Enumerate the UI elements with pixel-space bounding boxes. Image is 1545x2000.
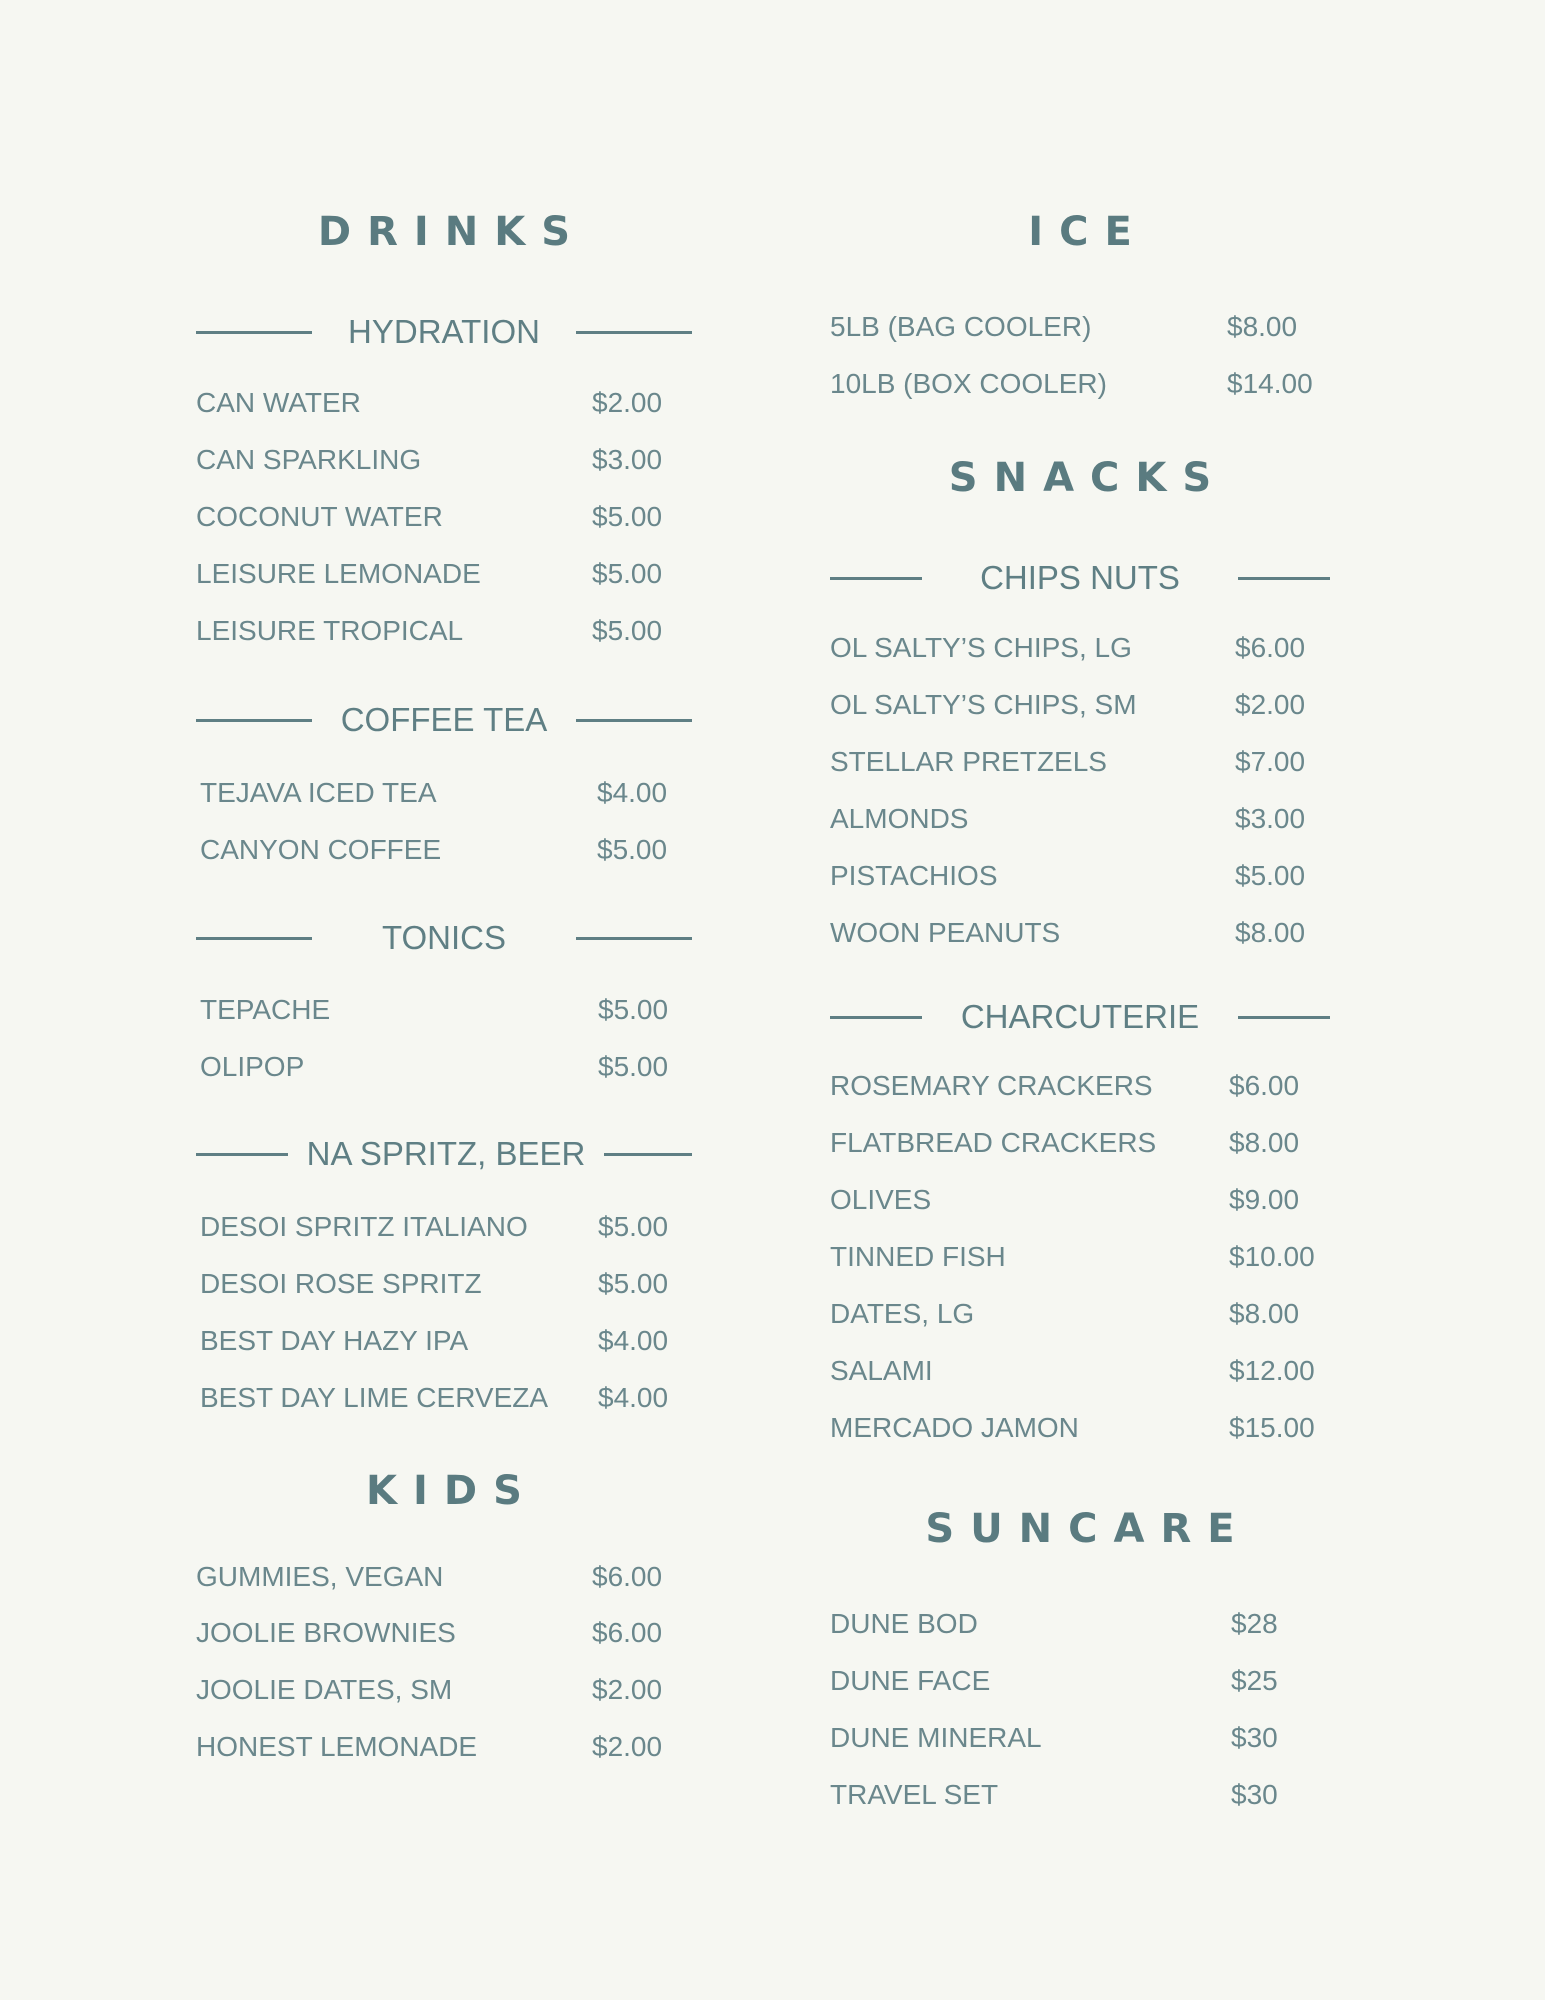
item-price: $4.00 — [597, 777, 668, 808]
item-name: LEISURE LEMONADE — [196, 558, 481, 589]
item-name: DESOI ROSE SPRITZ — [200, 1268, 482, 1299]
item-price: $2.00 — [592, 1731, 663, 1762]
item-name: HONEST LEMONADE — [196, 1731, 478, 1762]
item-price: $2.00 — [1235, 689, 1306, 720]
item-name: 10LB (BOX COOLER) — [830, 368, 1107, 399]
menu-item — [196, 1727, 692, 1767]
item-name: TINNED FISH — [830, 1241, 1006, 1272]
divider-line — [576, 331, 692, 334]
item-price: $5.00 — [598, 994, 669, 1025]
menu-item — [830, 1408, 1330, 1448]
menu-item — [830, 1775, 1330, 1815]
item-price: $5.00 — [598, 1268, 669, 1299]
item-name: STELLAR PRETZELS — [830, 746, 1107, 777]
menu-item — [830, 628, 1330, 668]
menu-item — [830, 799, 1330, 839]
item-name: JOOLIE DATES, SM — [196, 1674, 453, 1705]
item-price: $15.00 — [1229, 1412, 1315, 1443]
subhead-label: COFFEE TEA — [340, 701, 548, 738]
menu-item — [200, 1264, 696, 1304]
menu-item — [200, 1321, 696, 1361]
subhead-label: HYDRATION — [348, 313, 540, 350]
item-price: $5.00 — [597, 834, 668, 865]
item-price: $25 — [1231, 1665, 1278, 1696]
item-price: $6.00 — [1229, 1070, 1300, 1101]
subhead-label: TONICS — [381, 919, 507, 956]
menu-item — [200, 990, 696, 1030]
item-name: ROSEMARY CRACKERS — [830, 1070, 1153, 1101]
menu-item — [830, 1604, 1330, 1644]
item-name: TEJAVA ICED TEA — [200, 777, 437, 808]
menu-item — [830, 1351, 1330, 1391]
item-name: 5LB (BAG COOLER) — [830, 311, 1092, 342]
menu-item — [200, 830, 696, 870]
item-price: $2.00 — [592, 387, 663, 418]
item-price: $30 — [1231, 1779, 1278, 1810]
kids-title: KIDS — [366, 1468, 538, 1514]
divider-line — [196, 1153, 288, 1156]
item-name: OL SALTY’S CHIPS, LG — [830, 632, 1132, 663]
subhead-label: NA SPRITZ, BEER — [306, 1135, 586, 1172]
suncare-title: SUNCARE — [925, 1506, 1251, 1552]
menu-item — [200, 1047, 696, 1087]
item-price: $5.00 — [592, 558, 663, 589]
divider-line — [196, 937, 312, 940]
item-name: SALAMI — [830, 1355, 933, 1386]
snacks-title: SNACKS — [948, 455, 1228, 501]
menu-item — [830, 742, 1330, 782]
subhead-tonics — [196, 918, 692, 958]
item-price: $6.00 — [592, 1617, 663, 1648]
item-name: BEST DAY HAZY IPA — [200, 1325, 469, 1356]
menu-item — [196, 1670, 692, 1710]
divider-line — [576, 937, 692, 940]
item-name: FLATBREAD CRACKERS — [830, 1127, 1157, 1158]
item-name: CAN WATER — [196, 387, 361, 418]
item-price: $30 — [1231, 1722, 1278, 1753]
item-price: $5.00 — [592, 501, 663, 532]
menu-item — [830, 856, 1330, 896]
menu-item — [830, 1123, 1330, 1163]
menu-item — [200, 1207, 696, 1247]
item-price: $9.00 — [1229, 1184, 1300, 1215]
menu-item — [196, 1613, 692, 1653]
item-name: CANYON COFFEE — [200, 834, 442, 865]
item-name: DUNE BOD — [830, 1608, 978, 1639]
item-name: DATES, LG — [830, 1298, 975, 1329]
item-price: $4.00 — [598, 1325, 669, 1356]
menu-item — [830, 1180, 1330, 1220]
item-price: $4.00 — [598, 1382, 669, 1413]
item-price: $5.00 — [592, 615, 663, 646]
item-price: $28 — [1231, 1608, 1278, 1639]
item-price: $7.00 — [1235, 746, 1306, 777]
item-name: OLIPOP — [200, 1051, 305, 1082]
item-price: $6.00 — [592, 1561, 663, 1592]
item-name: OL SALTY’S CHIPS, SM — [830, 689, 1137, 720]
menu-item — [830, 685, 1330, 725]
divider-line — [830, 1016, 922, 1019]
divider-line — [830, 577, 922, 580]
item-name: LEISURE TROPICAL — [196, 615, 464, 646]
ice-title: ICE — [1028, 209, 1148, 255]
item-price: $8.00 — [1229, 1298, 1300, 1329]
item-price: $12.00 — [1229, 1355, 1315, 1386]
item-name: DUNE FACE — [830, 1665, 991, 1696]
item-name: JOOLIE BROWNIES — [196, 1617, 456, 1648]
subhead-na-spritz-beer — [196, 1134, 692, 1174]
menu-item — [830, 1718, 1330, 1758]
item-name: DUNE MINERAL — [830, 1722, 1042, 1753]
item-name: BEST DAY LIME CERVEZA — [200, 1382, 549, 1413]
menu-item — [830, 913, 1330, 953]
item-name: TEPACHE — [200, 994, 331, 1025]
item-price: $3.00 — [592, 444, 663, 475]
item-price: $5.00 — [598, 1051, 669, 1082]
menu-item — [830, 1066, 1330, 1106]
menu-item — [196, 554, 692, 594]
item-price: $8.00 — [1235, 917, 1306, 948]
subhead-label: CHARCUTERIE — [960, 998, 1200, 1035]
menu-item — [830, 307, 1330, 347]
item-price: $8.00 — [1229, 1127, 1300, 1158]
item-price: $10.00 — [1229, 1241, 1315, 1272]
item-name: COCONUT WATER — [196, 501, 443, 532]
menu-item — [200, 1378, 696, 1418]
menu-item — [200, 773, 696, 813]
divider-line — [1238, 1016, 1330, 1019]
item-price: $8.00 — [1227, 311, 1298, 342]
subhead-label: CHIPS NUTS — [980, 559, 1180, 596]
menu-item — [830, 1237, 1330, 1277]
item-price: $2.00 — [592, 1674, 663, 1705]
item-name: WOON PEANUTS — [830, 917, 1061, 948]
drinks-title: DRINKS — [317, 209, 587, 255]
menu-item — [196, 611, 692, 651]
divider-line — [1238, 577, 1330, 580]
menu-item — [830, 364, 1330, 404]
subhead-hydration — [196, 312, 692, 352]
menu-item — [196, 1557, 692, 1597]
item-name: PISTACHIOS — [830, 860, 998, 891]
subhead-charcuterie — [830, 997, 1330, 1037]
item-name: CAN SPARKLING — [196, 444, 422, 475]
item-name: TRAVEL SET — [830, 1779, 999, 1810]
subhead-coffee-tea — [196, 700, 692, 740]
menu-item — [196, 440, 692, 480]
menu-item — [830, 1661, 1330, 1701]
item-price: $5.00 — [1235, 860, 1306, 891]
item-price: $14.00 — [1227, 368, 1313, 399]
menu-item — [196, 497, 692, 537]
item-price: $6.00 — [1235, 632, 1306, 663]
item-name: MERCADO JAMON — [830, 1412, 1079, 1443]
item-name: GUMMIES, VEGAN — [196, 1561, 444, 1592]
divider-line — [576, 719, 692, 722]
subhead-chips-nuts — [830, 558, 1330, 598]
item-name: ALMONDS — [830, 803, 969, 834]
item-name: OLIVES — [830, 1184, 932, 1215]
item-price: $5.00 — [598, 1211, 669, 1242]
item-price: $3.00 — [1235, 803, 1306, 834]
divider-line — [604, 1153, 692, 1156]
item-name: DESOI SPRITZ ITALIANO — [200, 1211, 528, 1242]
menu-item — [196, 383, 692, 423]
divider-line — [196, 331, 312, 334]
menu-item — [830, 1294, 1330, 1334]
divider-line — [196, 719, 312, 722]
